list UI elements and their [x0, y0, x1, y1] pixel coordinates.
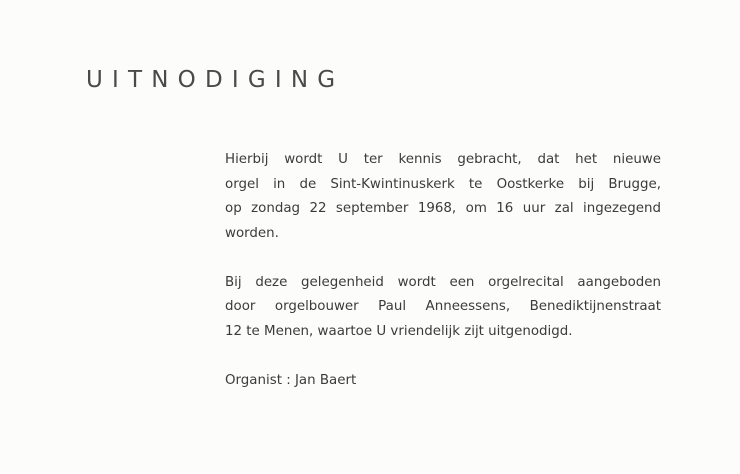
- paragraph-line: Bij deze gelegenheid wordt een orgelrecital aangeboden: [225, 274, 661, 290]
- paragraph-line: op zondag 22 september 1968, om 16 uur zal ingezegend: [225, 201, 661, 216]
- announcement-paragraph: [225, 148, 661, 246]
- paragraph-line: orgel in de Sint-Kwintinuskerk te Oostkerke bij Brugge,: [225, 176, 661, 192]
- invitation-body: [225, 148, 661, 393]
- organist-line: [225, 369, 661, 394]
- invitation-title: UITNODIGING: [86, 67, 345, 93]
- paragraph-line: Hierbij wordt U ter kennis gebracht, dat het nieuwe: [225, 152, 661, 167]
- organist-text: Organist : Jan Baert: [225, 372, 357, 388]
- paragraph-line: 12 te Menen, waartoe U vriendelijk zijt uitgenodigd.: [225, 323, 573, 339]
- paragraph-line: door orgelbouwer Paul Anneessens, Benediktijnenstraat: [225, 299, 661, 314]
- recital-paragraph: [225, 271, 661, 345]
- paragraph-line: worden.: [225, 225, 279, 241]
